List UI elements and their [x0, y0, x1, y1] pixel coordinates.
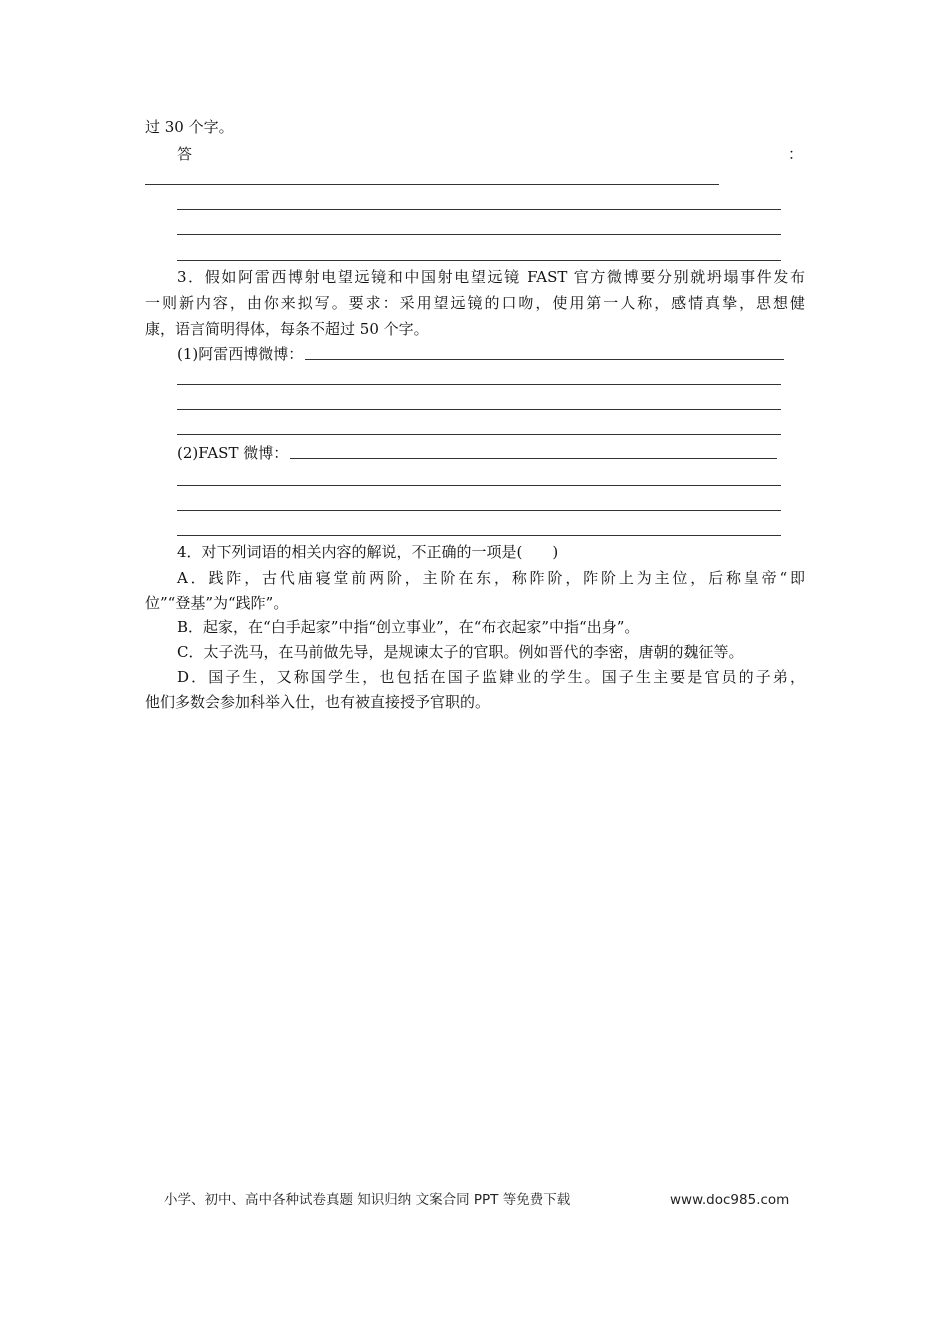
q3-sub1-label: (1)阿雷西博微博： [177, 345, 304, 363]
q3-sub1-line-4[interactable] [177, 434, 781, 435]
footer-text: 小学、初中、高中各种试卷真题 知识归纳 文案合同 PPT 等免费下载 [164, 1192, 571, 1208]
q4-stem: 4．对下列词语的相关内容的解说，不正确的一项是( ) [177, 543, 559, 561]
q3-sub1-line-3[interactable] [177, 409, 781, 410]
q4-option-c: C．太子洗马，在马前做先导，是规谏太子的官职。例如晋代的李密，唐朝的魏征等。 [177, 643, 744, 661]
page-footer [164, 1190, 804, 1210]
q3-sub2-row [177, 442, 777, 464]
q3-sub2-line-3[interactable] [177, 510, 781, 511]
q2-answer-line-3[interactable] [177, 234, 781, 235]
q4-option-a-line-2: 位”“登基”为“践阼”。 [145, 594, 289, 612]
q3-sub2-answer-line[interactable] [290, 458, 777, 459]
q2-tail-text: 过 30 个字。 [145, 118, 234, 136]
q2-answer-label: 答 [177, 145, 193, 163]
footer-site-link[interactable]: www.doc985.com [670, 1192, 790, 1208]
q3-sub1-line-2[interactable] [177, 384, 781, 385]
q2-answer-line-4[interactable] [177, 260, 781, 261]
q4-option-b: B．起家，在“白手起家”中指“创立事业”，在“布衣起家”中指“出身”。 [177, 618, 640, 636]
q3-sub2-line-2[interactable] [177, 485, 781, 486]
q4-option-a-line-1: A．践阼，古代庙寝堂前两阶，主阶在东，称阼阶，阼阶上为主位，后称皇帝“即 [177, 569, 805, 587]
q4-option-d-line-1: D．国子生，又称国学生，也包括在国子监肄业的学生。国子生主要是官员的子弟， [177, 668, 805, 686]
q2-answer-line-2[interactable] [177, 209, 781, 210]
q3-sub2-line-4[interactable] [177, 535, 781, 536]
q4-option-d-line-2: 他们多数会参加科举入仕，也有被直接授予官职的。 [145, 693, 491, 711]
q3-stem-line-1: 3．假如阿雷西博射电望远镜和中国射电望远镜 FAST 官方微博要分别就坍塌事件发布 [177, 268, 805, 286]
q3-sub2-label: (2)FAST 微博： [177, 444, 289, 462]
q3-stem-line-3: 康，语言简明得体，每条不超过 50 个字。 [145, 320, 429, 338]
q3-stem-line-2: 一则新内容，由你来拟写。要求：采用望远镜的口吻，使用第一人称，感情真挚，思想健 [145, 294, 805, 312]
q3-sub1-row [177, 343, 784, 365]
q2-answer-colon: ： [788, 145, 804, 163]
q3-sub1-answer-line[interactable] [305, 359, 784, 360]
q2-answer-line-1[interactable] [145, 184, 719, 185]
